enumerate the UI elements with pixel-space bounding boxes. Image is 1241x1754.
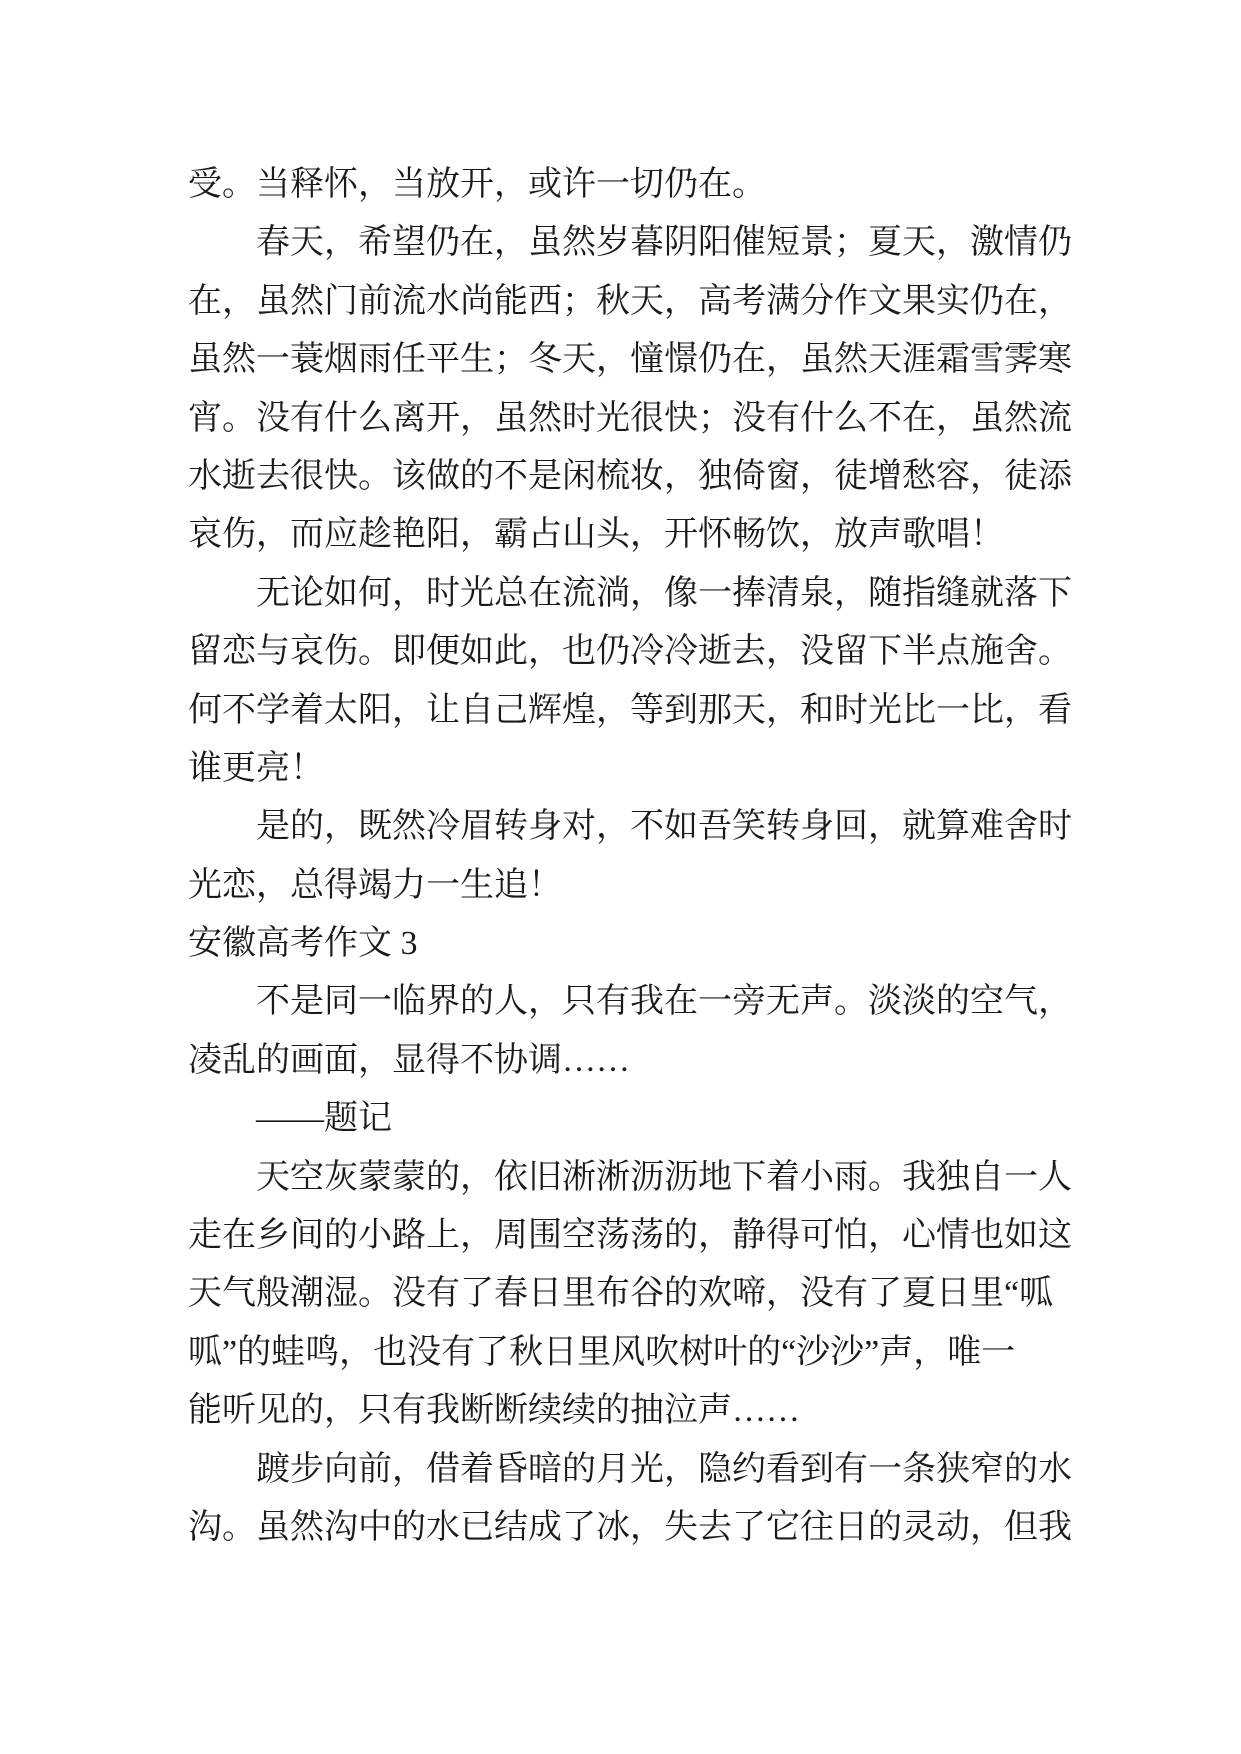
text-line: 天空灰蒙蒙的，依旧淅淅沥沥地下着小雨。我独自一人 xyxy=(256,1158,1072,1196)
text-line: 水逝去很快。该做的不是闲梳妆，独倚窗，徒增愁容，徒添 xyxy=(188,457,1072,495)
text-line: 凌乱的画面，显得不协调…… xyxy=(188,1041,630,1079)
text-line: 无论如何，时光总在流淌，像一捧清泉，随指缝就落下 xyxy=(256,574,1072,612)
epigraph-line: ——题记 xyxy=(256,1100,392,1138)
text-line: 哀伤，而应趁艳阳，霸占山头，开怀畅饮，放声歌唱！ xyxy=(188,516,1004,554)
text-line: 留恋与哀伤。即便如此，也仍冷冷逝去，没留下半点施舍。 xyxy=(188,633,1072,671)
text-line: 是的，既然冷眉转身对，不如吾笑转身回，就算难舍时 xyxy=(256,808,1072,846)
text-line: 走在乡间的小路上，周围空荡荡的，静得可怕，心情也如这 xyxy=(188,1217,1072,1255)
text-line: 能听见的，只有我断断续续的抽泣声…… xyxy=(188,1392,800,1430)
text-line: 春天，希望仍在，虽然岁暮阴阳催短景；夏天，激情仍 xyxy=(256,224,1072,262)
text-line: 在，虽然门前流水尚能西；秋天，高考满分作文果实仍在， xyxy=(188,282,1072,320)
essay-text-block xyxy=(188,156,1078,1557)
text-line: 沟。虽然沟中的水已结成了冰，失去了它往日的灵动，但我 xyxy=(188,1508,1072,1546)
text-line: 宵。没有什么离开，虽然时光很快；没有什么不在，虽然流 xyxy=(188,399,1072,437)
text-line: 受。当释怀，当放开，或许一切仍在。 xyxy=(188,166,766,203)
text-line: 呱”的蛙鸣，也没有了秋日里风吹树叶的“沙沙”声，唯一 xyxy=(188,1333,1016,1371)
section-title: 安徽高考作文 3 xyxy=(188,925,418,963)
text-line: 不是同一临界的人，只有我在一旁无声。淡淡的空气， xyxy=(256,983,1072,1021)
text-line: 何不学着太阳，让自己辉煌，等到那天，和时光比一比，看 xyxy=(188,691,1072,729)
text-line: 光恋，总得竭力一生追！ xyxy=(188,866,562,904)
text-line: 谁更亮！ xyxy=(188,749,324,787)
text-line: 虽然一蓑烟雨任平生；冬天，憧憬仍在，虽然天涯霜雪霁寒 xyxy=(188,341,1072,379)
text-line: 天气般潮湿。没有了春日里布谷的欢啼，没有了夏日里“呱 xyxy=(188,1275,1054,1313)
text-line: 踱步向前，借着昏暗的月光，隐约看到有一条狭窄的水 xyxy=(256,1450,1072,1488)
